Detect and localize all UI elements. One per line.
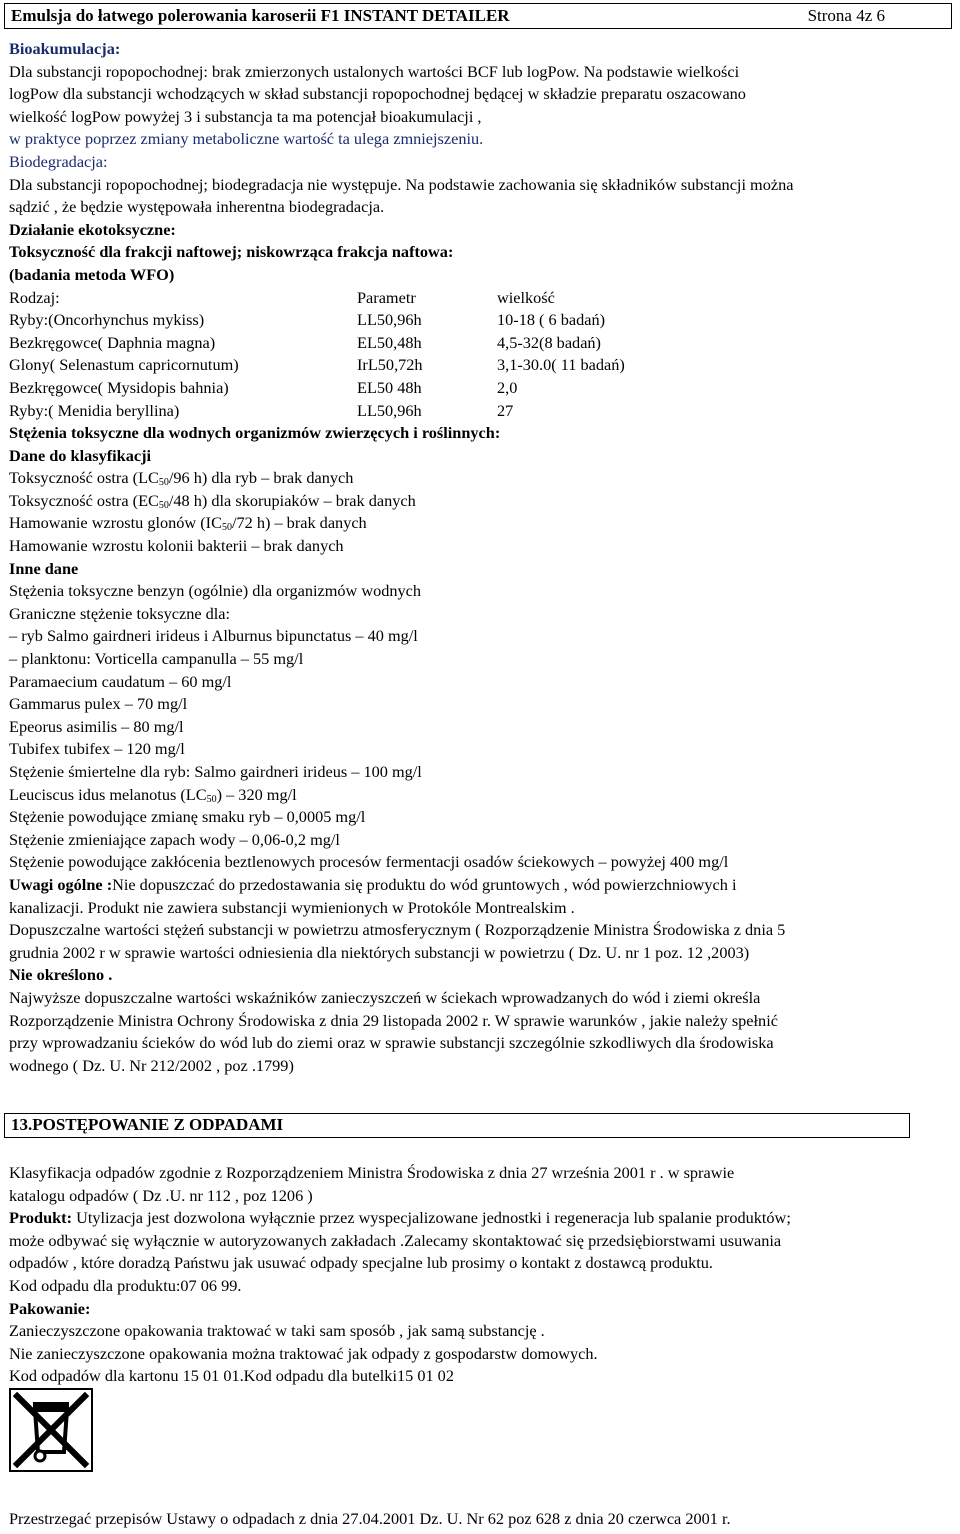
klasyfikacja-line: katalogu odpadów ( Dz .U. nr 112 , poz 1206 ) xyxy=(9,1185,313,1205)
biodeg-line: sądzić , że będzie występowała inherentna biodegradacja. xyxy=(9,197,385,217)
table-cell: LL50,96h xyxy=(357,310,422,330)
crossed-out-wheelie-bin-icon xyxy=(9,1388,93,1472)
table-cell: Ryby:(Oncorhynchus mykiss) xyxy=(9,310,205,330)
section-13-title: 13.POSTĘPOWANIE Z ODPADAMI xyxy=(11,1115,284,1134)
table-cell: Bezkręgowce( Daphnia magna) xyxy=(9,332,216,352)
tox-line: Hamowanie wzrostu glonów ($IC_{50}/72$ h) – brak danych xyxy=(9,513,367,534)
header-box xyxy=(4,3,952,29)
inne-line: Stężenie powodujące zakłócenia beztlenowych procesów fermentacji osadów ściekowych – powyżej 400 mg/l xyxy=(9,852,729,872)
table-cell: Glony( Selenastum capricornutum) xyxy=(9,355,239,375)
col-parametr: Parametr xyxy=(357,287,416,307)
bio-line: w praktyce poprzez zmiany metaboliczne wartość ta ulega zmniejszeniu. xyxy=(9,129,484,149)
inne-line: Graniczne stężenie toksyczne dla: xyxy=(9,603,231,623)
najwyzsze-line: Najwyższe dopuszczalne wartości wskaźników zanieczyszczeń w ściekach wprowadzanych do wód i ziemi określa xyxy=(9,987,761,1007)
table-row xyxy=(9,309,957,332)
table-cell: IrL50,72h xyxy=(357,355,423,375)
table-cell: Bezkręgowce( Mysidopis bahnia) xyxy=(9,377,229,397)
najwyzsze-line: Rozporządzenie Ministra Ochrony Środowiska z dnia 29 listopada 2002 r. W sprawie warunków , jakie należy spełnić xyxy=(9,1010,778,1030)
bioakumulacja-heading: Bioakumulacja: xyxy=(9,39,121,58)
inne-line: Stężenia toksyczne benzyn (ogólnie) dla organizmów wodnych xyxy=(9,581,422,601)
tox-line: Toksyczność ostra ($EC_{50}/48$ h) dla skorupiaków – brak danych xyxy=(9,490,416,511)
uwagi-line: Uwagi ogólne :Nie dopuszczać do przedostawania się produktu do wód gruntowych , wód powierzchniowych i xyxy=(9,874,737,894)
table-row xyxy=(9,332,957,355)
dopuszczalne-line: grudnia 2002 r w sprawie wartości odniesienia dla niektórych substancji w powietrzu ( Dz. U. nr 1 poz. 12 ,2003) xyxy=(9,942,750,962)
inne-line: – planktonu: Vorticella campanulla – 55 mg/l xyxy=(9,649,304,669)
tox-line: Toksyczność ostra ($LC_{50}/96$ h) dla ryb – brak danych xyxy=(9,468,354,489)
section-12-content xyxy=(9,38,957,1077)
table-cell: EL50,48h xyxy=(357,332,422,352)
inne-line: – ryb Salmo gairdneri irideus i Alburnus bipunctatus – 40 mg/l xyxy=(9,626,418,646)
inne-line: Stężenie śmiertelne dla ryb: Salmo gairdneri irideus – 100 mg/l xyxy=(9,762,422,781)
inne-line: Epeorus asimilis – 80 mg/l xyxy=(9,716,184,736)
table-cell: 27 xyxy=(497,400,514,420)
produkt-line: odpadów , które doradzą Państwu jak usuwać odpady specjalne lub prosimy o kontakt z dostawcą produktu. xyxy=(9,1253,713,1273)
inne-line: Stężenie powodujące zmianę smaku ryb – 0,0005 mg/l xyxy=(9,807,366,827)
document-title: Emulsja do łatwego polerowania karoserii F1 INSTANT DETAILER xyxy=(11,6,510,25)
klasyfikacja-line: Klasyfikacja odpadów zgodnie z Rozporządzeniem Ministra Środowiska z dnia 27 września 2001 r . w sprawie xyxy=(9,1163,735,1182)
table-cell: 3,1-30.0( 11 badań) xyxy=(497,355,625,375)
bio-line: Dla substancji ropopochodnej: brak zmierzonych ustalonych wartości BCF lub logPow. Na podstawie wielkości xyxy=(9,61,740,81)
inne-line: Paramaecium caudatum – 60 mg/l xyxy=(9,671,232,691)
produkt-label: Produkt: xyxy=(9,1208,73,1228)
inne-line: Stężenie zmieniające zapach wody – 0,06-0,2 mg/l xyxy=(9,829,340,849)
table-cell: EL50 48h xyxy=(357,377,422,397)
wfo-subheading: (badania metoda WFO) xyxy=(9,264,175,284)
inne-line: Leuciscus idus melanotus $(LC_{50}) - 320$ mg/l xyxy=(9,784,297,805)
col-rodzaj: Rodzaj: xyxy=(9,287,60,307)
inne-line: Tubifex tubifex – 120 mg/l xyxy=(9,739,185,759)
inne-line: Gammarus pulex – 70 mg/l xyxy=(9,694,188,714)
table-cell: 10-18 ( 6 badań) xyxy=(497,310,606,330)
produkt-line: Produkt: Utylizacja jest dozwolona wyłącznie przez wyspecjalizowane jednostki i regeneracja lub spalanie produktów; xyxy=(9,1208,791,1228)
bio-line: wielkość logPow powyżej 3 i substancja ta ma potencjał bioakumulacji , xyxy=(9,106,482,126)
table-cell: 4,5-32(8 badań) xyxy=(497,332,601,352)
biodegradacja-heading: Biodegradacja: xyxy=(9,151,108,171)
dane-klasyfikacji-heading: Dane do klasyfikacji xyxy=(9,445,152,465)
biodeg-line: Dla substancji ropopochodnej; biodegradacja nie występuje. Na podstawie zachowania się składników substancji można xyxy=(9,174,794,194)
pakowanie-heading: Pakowanie: xyxy=(9,1298,91,1318)
nie-okreslono: Nie określono . xyxy=(9,965,113,985)
footer-note: Przestrzegać przepisów Ustawy o odpadach z dnia 27.04.2001 Dz. U. Nr 62 poz 628 z dnia 20 czerwca 2001 r. xyxy=(9,1509,731,1528)
najwyzsze-line: przy wprowadzaniu ścieków do wód lub do ziemi oraz w sprawie substancji szczególnie szkodliwych dla środowiska xyxy=(9,1033,774,1053)
ekotoksycznosc-heading: Działanie ekotoksyczne: xyxy=(9,219,176,239)
najwyzsze-line: wodnego ( Dz. U. Nr 212/2002 , poz .1799) xyxy=(9,1055,294,1075)
produkt-line: może odbywać się wyłącznie w autoryzowanych zakładach .Zalecamy skontaktować się przedsiębiorstwami usuwania xyxy=(9,1230,782,1250)
table-cell: LL50,96h xyxy=(357,400,422,420)
inne-dane-heading: Inne dane xyxy=(9,558,79,578)
table-cell: 2,0 xyxy=(497,377,518,397)
dopuszczalne-line: Dopuszczalne wartości stężeń substancji w powietrzu atmosferycznym ( Rozporządzenie Ministra Środowiska z dnia 5 xyxy=(9,920,786,940)
pakowanie-line: Zanieczyszczone opakowania traktować w taki sam sposób , jak samą substancję . xyxy=(9,1321,545,1341)
tox-line: Hamowanie wzrostu kolonii bakterii – brak danych xyxy=(9,536,344,556)
col-wielkosc: wielkość xyxy=(497,287,555,307)
table-cell: Ryby:( Menidia beryllina) xyxy=(9,400,180,420)
pakowanie-line: Kod odpadów dla kartonu 15 01 01.Kod odpadu dla butelki15 01 02 xyxy=(9,1366,454,1386)
uwagi-line: kanalizacji. Produkt nie zawiera substancji wymienionych w Protokóle Montrealskim . xyxy=(9,897,575,917)
table-row xyxy=(9,354,957,377)
pakowanie-line: Nie zanieczyszczone opakowania można traktować jak odpady z gospodarstw domowych. xyxy=(9,1343,598,1363)
produkt-line: Kod odpadu dla produktu:07 06 99. xyxy=(9,1275,242,1295)
table-header-row xyxy=(9,287,957,310)
table-row xyxy=(9,377,957,400)
uwagi-label: Uwagi ogólne : xyxy=(9,874,113,894)
section-13-header xyxy=(4,1113,910,1138)
stezenia-heading: Stężenia toksyczne dla wodnych organizmów zwierzęcych i roślinnych: xyxy=(9,423,501,443)
section-13-content xyxy=(9,1162,957,1388)
table-row xyxy=(9,400,957,423)
toksycznosc-subheading: Toksyczność dla frakcji naftowej; niskowrząca frakcja naftowa: xyxy=(9,242,454,262)
page-number: Strona 4z 6 xyxy=(807,6,885,25)
bio-line: logPow dla substancji wchodzących w skład substancji ropopochodnej będącej w składzie preparatu oszacowano xyxy=(9,84,746,104)
